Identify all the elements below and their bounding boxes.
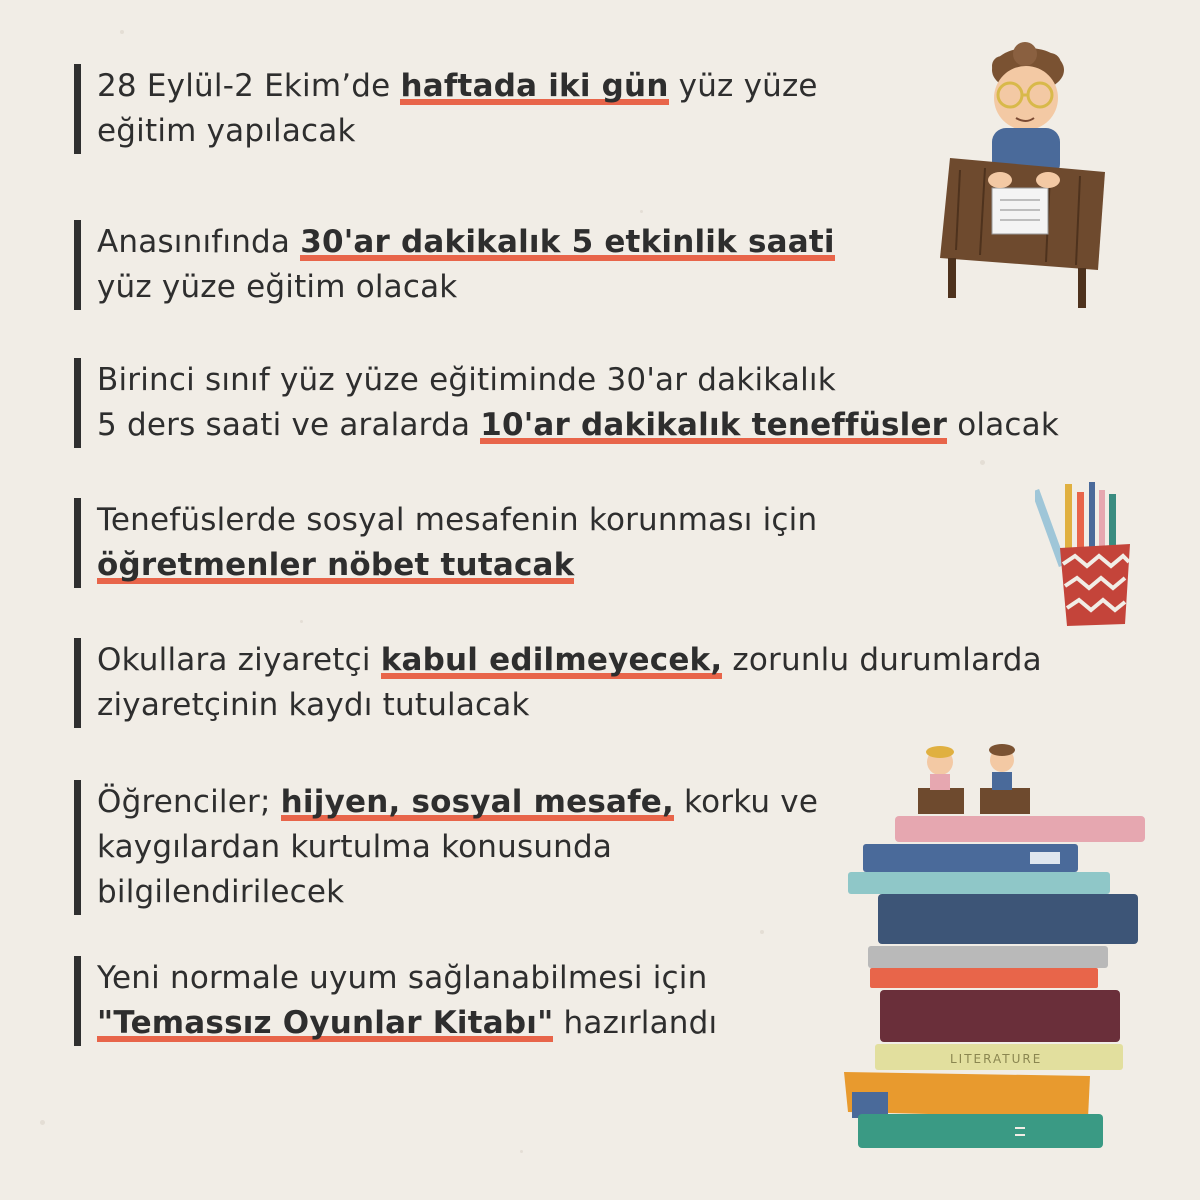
item-text: korku ve [673,784,819,820]
highlight-text: haftada iki gün [400,68,669,104]
pencil-cup-icon [1035,478,1145,628]
item-text: hazırlandı [553,1005,718,1041]
item-line [97,220,835,265]
book-stack-icon [830,740,1160,1160]
item-text: Okullara ziyaretçi [97,642,381,678]
item-text: zorunlu durumlarda [722,642,1042,678]
highlight-text: 10'ar dakikalık teneffüsler [480,407,948,443]
info-item-1 [74,64,818,154]
item-line: Tenefüslerde sosyal mesafenin korunması için [97,502,818,538]
item-line [97,780,818,825]
item-line: eğitim yapılacak [97,113,356,149]
item-line [97,1001,717,1046]
info-item-4 [74,498,817,588]
info-item-7 [74,956,717,1046]
item-text: Anasınıfında [97,224,301,260]
highlight-text: kabul edilmeyecek, [380,642,723,678]
info-item-2 [74,220,835,310]
item-line: Birinci sınıf yüz yüze eğitiminde 30'ar dakikalık [97,362,836,398]
highlight-text: "Temassız Oyunlar Kitabı" [97,1005,554,1041]
item-line [97,638,1042,683]
info-item-6 [74,780,818,915]
item-text: Öğrenciler; [97,784,281,820]
item-text: 5 ders saati ve aralarda [97,407,481,443]
item-text: 28 Eylül-2 Ekim’de [97,68,401,104]
item-line [97,543,817,588]
item-line: ziyaretçinin kaydı tutulacak [97,687,530,723]
highlight-text: öğretmenler nöbet tutacak [97,547,575,583]
item-line: Yeni normale uyum sağlanabilmesi için [97,960,708,996]
item-line [97,403,1059,448]
student-at-desk-icon [930,40,1120,315]
info-item-5 [74,638,1042,728]
info-item-3 [74,358,1059,448]
item-line [97,64,818,109]
item-line: yüz yüze eğitim olacak [97,269,458,305]
item-line: bilgilendirilecek [97,874,345,910]
book-spine-text: LITERATURE [950,1052,1043,1066]
highlight-text: 30'ar dakikalık 5 etkinlik saati [300,224,835,260]
item-text: olacak [947,407,1059,443]
item-line: kaygılardan kurtulma konusunda [97,829,613,865]
item-text: yüz yüze [668,68,818,104]
highlight-text: hijyen, sosyal mesafe, [280,784,674,820]
